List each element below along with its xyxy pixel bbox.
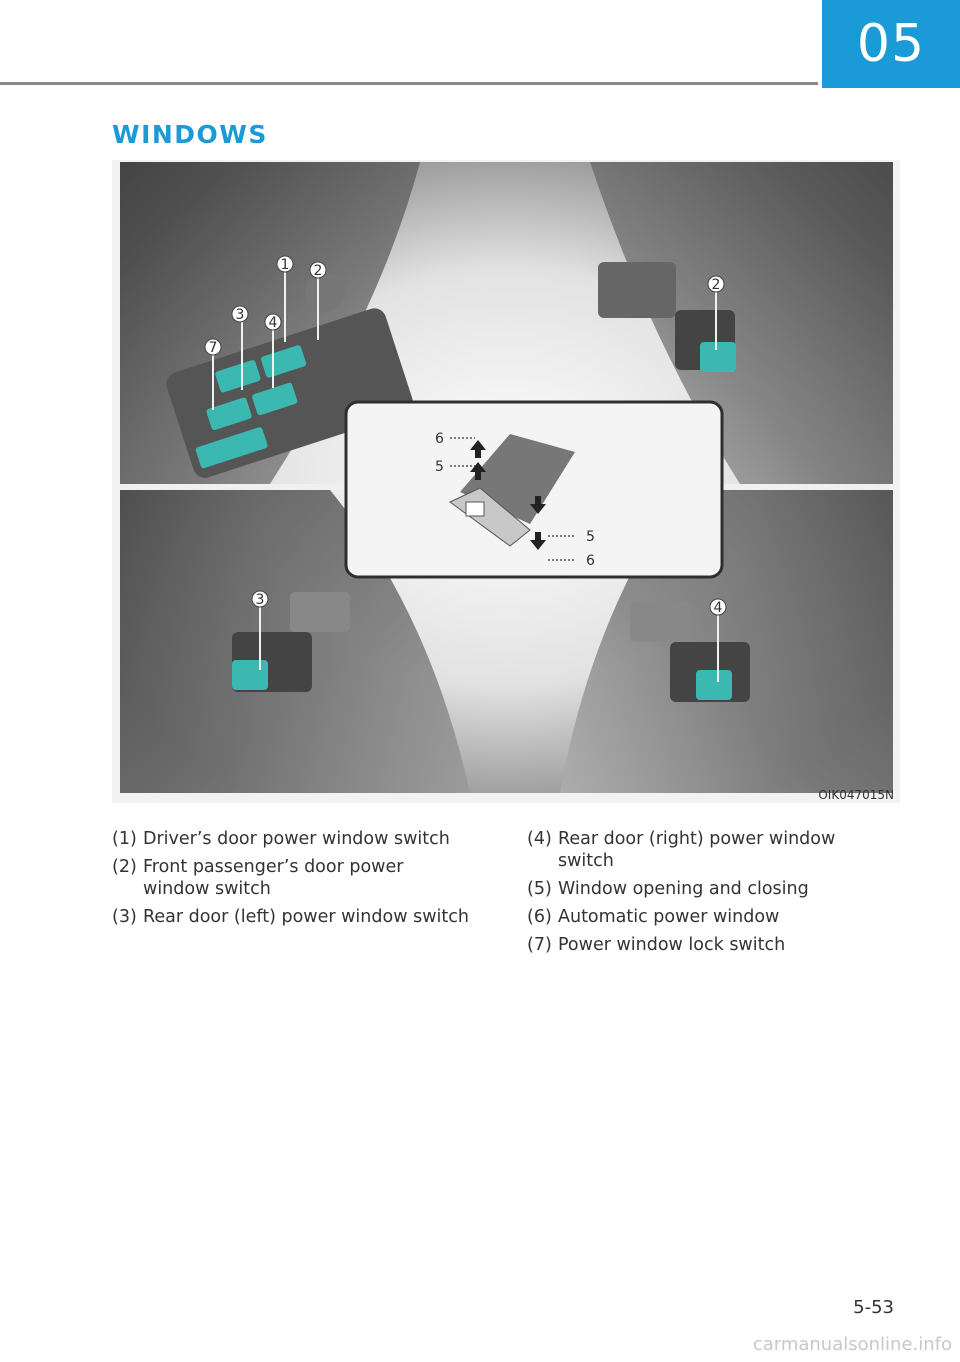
legend-num: (5): [527, 879, 552, 899]
callout-1: 1: [280, 257, 290, 273]
detail-label-5-top: 5: [435, 459, 444, 475]
callout-rear-left-3: 3: [255, 592, 265, 608]
watermark: carmanualsonline.info: [752, 1334, 952, 1355]
callout-passenger-2: 2: [711, 277, 721, 293]
chapter-tab: 05: [822, 0, 960, 88]
detail-label-6-bottom: 6: [586, 553, 595, 569]
callout-3: 3: [235, 307, 245, 323]
header-rule: [0, 82, 818, 85]
legend-item: [112, 906, 472, 928]
legend-text: Automatic power window: [558, 907, 780, 927]
legend-num: (1): [112, 829, 137, 849]
legend-text: Front passenger’s door power window switch: [143, 857, 404, 899]
door-switch-illustration: [120, 162, 893, 793]
legend-item: [112, 828, 472, 850]
legend-num: (3): [112, 907, 137, 927]
legend-item: [527, 878, 887, 900]
legend-num: (7): [527, 935, 552, 955]
legend-left: [112, 828, 472, 934]
legend-item: [527, 934, 887, 956]
legend-text: Window opening and closing: [558, 879, 809, 899]
callout-7: 7: [208, 340, 218, 356]
callout-rear-right-4: 4: [713, 600, 723, 616]
legend-text: Rear door (right) power window switch: [558, 829, 836, 871]
page-number: 5-53: [853, 1297, 894, 1318]
detail-label-5-bottom: 5: [586, 529, 595, 545]
legend-num: (4): [527, 829, 552, 849]
legend-text: Power window lock switch: [558, 935, 786, 955]
legend-num: (6): [527, 907, 552, 927]
legend-text: Driver’s door power window switch: [143, 829, 450, 849]
legend-right: [527, 828, 887, 962]
section-title: WINDOWS: [112, 120, 268, 149]
legend-item: [112, 856, 472, 900]
legend-item: [527, 828, 887, 872]
legend-item: [527, 906, 887, 928]
figure-code: OIK047015N: [818, 788, 894, 802]
callout-2: 2: [313, 263, 323, 279]
legend-text: Rear door (left) power window switch: [143, 907, 469, 927]
callout-4: 4: [268, 315, 278, 331]
detail-label-6-top: 6: [435, 431, 444, 447]
legend-num: (2): [112, 857, 137, 877]
window-switch-figure: [112, 160, 900, 803]
